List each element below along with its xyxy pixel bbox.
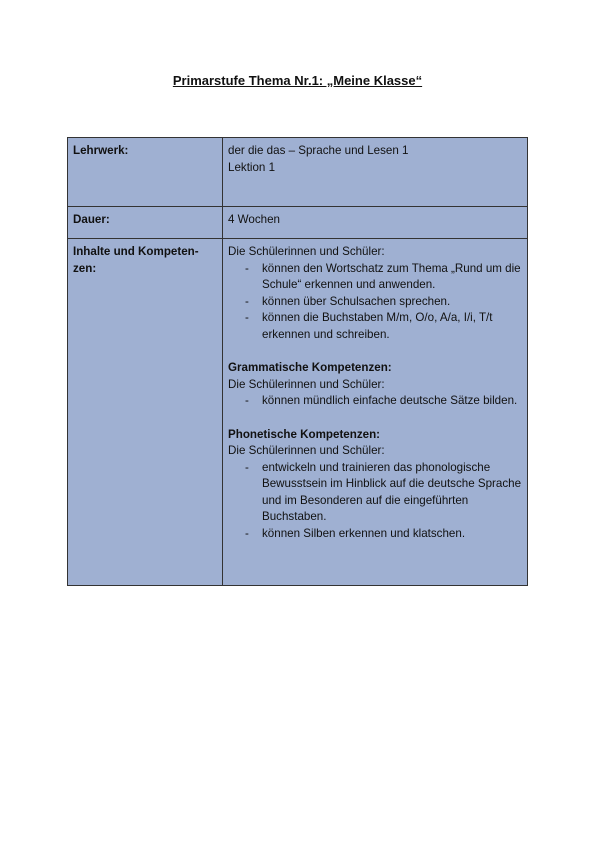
label-inhalte-line1: Inhalte und Kompeten- bbox=[73, 245, 199, 258]
value-dauer: 4 Wochen bbox=[223, 207, 528, 239]
list-item: - können mündlich einfache deutsche Sätze bilden. bbox=[228, 393, 522, 410]
row-inhalte bbox=[68, 239, 528, 586]
phonetics-heading: Phonetische Kompetenzen: bbox=[228, 427, 381, 441]
textbook-title: der die das – Sprache und Lesen 1 bbox=[228, 144, 409, 157]
list-item: - können über Schulsachen sprechen. bbox=[228, 294, 522, 311]
grammar-list bbox=[228, 393, 522, 410]
phonetics-intro: Die Schülerinnen und Schüler: bbox=[228, 444, 385, 457]
textbook-lesson: Lektion 1 bbox=[228, 160, 276, 174]
grammar-intro: Die Schülerinnen und Schüler: bbox=[228, 377, 385, 391]
list-item: - können Silben erkennen und klatschen. bbox=[228, 526, 522, 543]
row-dauer bbox=[68, 207, 528, 239]
intro-text: Die Schülerinnen und Schüler: bbox=[228, 245, 385, 258]
list-item: - entwickeln und trainieren das phonologische Bewusstsein im Hinblick auf die deutsche Sprache und im Besonderen auf die eingeführten Buchstaben. bbox=[228, 460, 522, 526]
phonetics-list bbox=[228, 460, 522, 543]
page-title: Primarstufe Thema Nr.1: „Meine Klasse“ bbox=[172, 73, 423, 88]
row-lehrwerk bbox=[68, 138, 528, 207]
label-inhalte-line2: zen: bbox=[73, 261, 97, 275]
grammar-heading: Grammatische Kompetenzen: bbox=[228, 361, 392, 374]
list-item: - können den Wortschatz zum Thema „Rund um die Schule“ erkennen und anwenden. bbox=[228, 261, 522, 294]
label-dauer: Dauer: bbox=[68, 207, 223, 239]
label-inhalte bbox=[68, 239, 223, 586]
label-lehrwerk: Lehrwerk: bbox=[68, 138, 223, 207]
value-inhalte bbox=[223, 239, 528, 586]
value-lehrwerk bbox=[223, 138, 528, 207]
lesson-plan-table bbox=[67, 137, 528, 586]
list-item: - können die Buchstaben M/m, O/o, A/a, I/i, T/t erkennen und schreiben. bbox=[228, 310, 522, 343]
competence-list bbox=[228, 261, 522, 344]
